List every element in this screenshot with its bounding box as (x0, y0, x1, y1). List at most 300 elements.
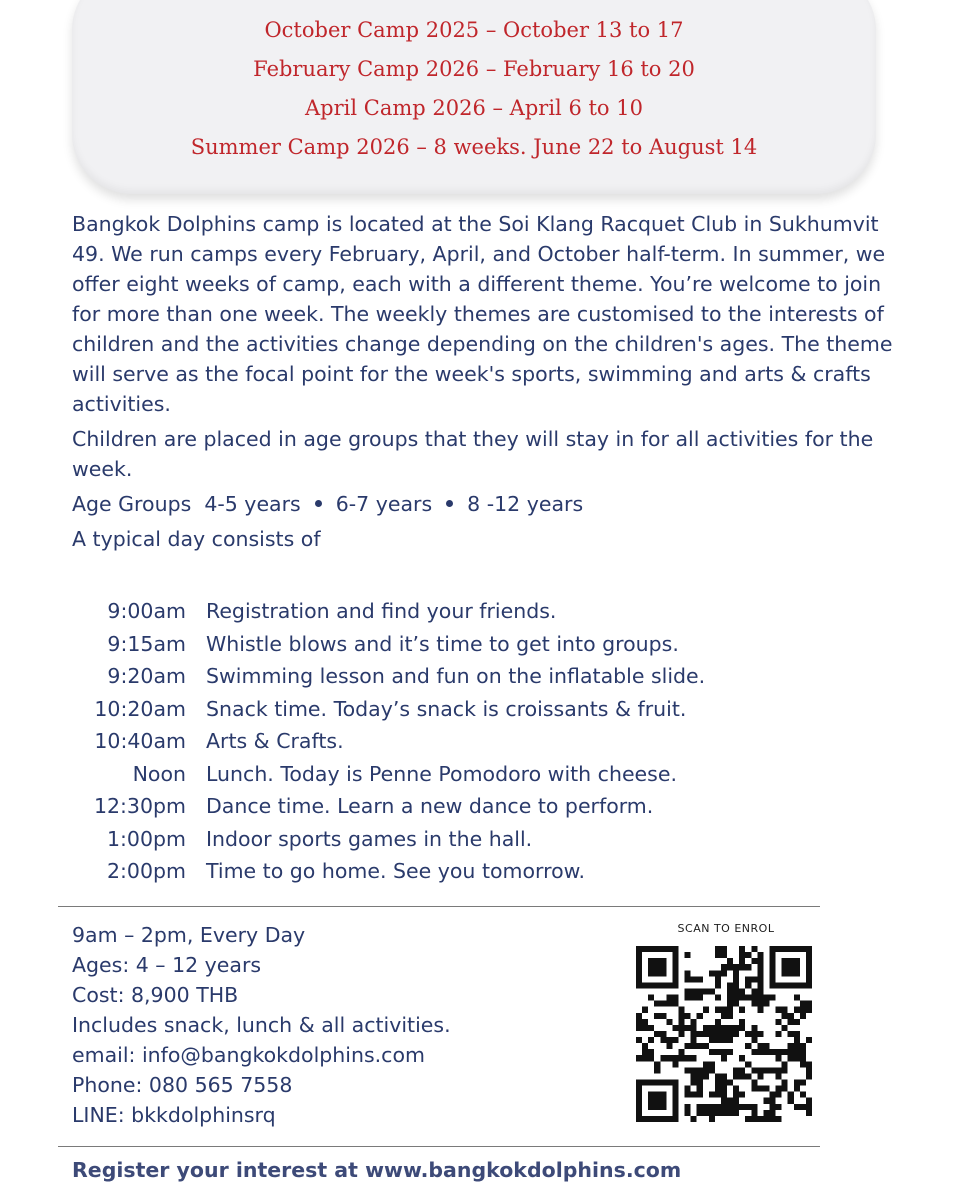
qr-module (745, 976, 751, 982)
schedule-time: 9:15am (107, 631, 186, 656)
qr-module (733, 1086, 739, 1092)
qr-module (648, 1116, 654, 1122)
qr-module (721, 1037, 727, 1043)
typical-day-heading: A typical day consists of (72, 527, 321, 551)
qr-module (800, 1080, 806, 1086)
qr-module (794, 1086, 800, 1092)
schedule-time: 9:20am (107, 664, 186, 688)
qr-module (794, 1037, 800, 1043)
qr-module (788, 1019, 794, 1025)
schedule-activity: Arts & Crafts. (206, 729, 344, 753)
qr-module (636, 1116, 642, 1122)
qr-module (672, 1080, 678, 1086)
schedule-time: 1:00pm (106, 826, 186, 851)
qr-module (757, 1073, 763, 1079)
qr-module (672, 1061, 678, 1067)
qr-module (763, 1067, 769, 1073)
qr-module (660, 1055, 666, 1061)
qr-module (648, 1104, 654, 1110)
qr-module (727, 995, 733, 1001)
age-group-1: 4-5 years (204, 492, 301, 516)
qr-module (806, 1037, 812, 1043)
qr-module (770, 1067, 776, 1073)
qr-module (666, 1116, 672, 1122)
register-link[interactable]: Register your interest at www.bangkokdolphins.com (72, 1158, 682, 1182)
info-includes: Includes snack, lunch & all activities. (72, 1013, 451, 1037)
qr-module (666, 1019, 672, 1025)
enrol-qr-code-icon[interactable] (636, 946, 812, 1122)
qr-module (636, 1104, 642, 1110)
qr-module (691, 976, 697, 982)
qr-module (672, 1116, 678, 1122)
qr-module (703, 1007, 709, 1013)
qr-module (660, 1013, 666, 1019)
qr-module (806, 946, 812, 952)
qr-module (642, 946, 648, 952)
qr-module (636, 976, 642, 982)
qr-module (715, 1073, 721, 1079)
qr-module (733, 1025, 739, 1031)
qr-module (721, 952, 727, 958)
qr-module (654, 958, 660, 964)
qr-module (757, 995, 763, 1001)
qr-module (770, 1098, 776, 1104)
qr-module (770, 1049, 776, 1055)
qr-module (757, 982, 763, 988)
qr-module (721, 970, 727, 976)
qr-module (666, 1001, 672, 1007)
schedule-row (72, 628, 705, 661)
qr-module (721, 1073, 727, 1079)
qr-module (654, 1001, 660, 1007)
qr-module (763, 1116, 769, 1122)
qr-module (721, 1080, 727, 1086)
qr-module (691, 1043, 697, 1049)
camp-date-october: October Camp 2025 – October 13 to 17 (264, 18, 684, 42)
qr-module (636, 964, 642, 970)
qr-module (642, 1055, 648, 1061)
schedule-activity: Indoor sports games in the hall. (206, 826, 533, 851)
schedule-activity: Lunch. Today is Penne Pomodoro with cheese. (206, 761, 677, 786)
qr-module (660, 964, 666, 970)
qr-module (782, 946, 788, 952)
qr-module (672, 946, 678, 952)
qr-module (806, 1001, 812, 1007)
qr-module (709, 1092, 715, 1098)
camp-description (72, 209, 912, 559)
qr-module (739, 946, 745, 952)
qr-module (751, 1116, 757, 1122)
qr-module (654, 964, 660, 970)
schedule-row (72, 758, 705, 791)
qr-module (751, 976, 757, 982)
qr-module (800, 1061, 806, 1067)
qr-module (691, 1092, 697, 1098)
qr-module (721, 1007, 727, 1013)
qr-module (794, 1049, 800, 1055)
qr-module (788, 1049, 794, 1055)
qr-module (642, 1019, 648, 1025)
qr-module (727, 1080, 733, 1086)
qr-module (654, 982, 660, 988)
qr-module (703, 1043, 709, 1049)
qr-module (648, 1025, 654, 1031)
qr-module (733, 976, 739, 982)
qr-module (770, 976, 776, 982)
qr-module (642, 1080, 648, 1086)
qr-module (794, 946, 800, 952)
qr-module (739, 1104, 745, 1110)
qr-module (636, 1098, 642, 1104)
qr-module (672, 1110, 678, 1116)
qr-module (660, 982, 666, 988)
qr-module (776, 1092, 782, 1098)
qr-module (788, 946, 794, 952)
qr-module (642, 982, 648, 988)
qr-module (745, 952, 751, 958)
qr-module (770, 958, 776, 964)
qr-module (751, 1067, 757, 1073)
qr-module (794, 982, 800, 988)
qr-module (715, 1025, 721, 1031)
qr-module (757, 1067, 763, 1073)
qr-module (672, 1092, 678, 1098)
qr-module (739, 995, 745, 1001)
qr-module (703, 1104, 709, 1110)
qr-module (739, 988, 745, 994)
qr-module (660, 1001, 666, 1007)
qr-module (709, 1116, 715, 1122)
qr-module (763, 1049, 769, 1055)
qr-module (721, 946, 727, 952)
qr-module (727, 1001, 733, 1007)
qr-module (715, 1092, 721, 1098)
qr-module (672, 1055, 678, 1061)
qr-module (685, 1092, 691, 1098)
qr-module (727, 1049, 733, 1055)
divider (58, 906, 820, 907)
qr-module (800, 1104, 806, 1110)
qr-module (721, 1110, 727, 1116)
schedule-activity: Whistle blows and it’s time to get into groups. (206, 631, 679, 656)
qr-module (660, 958, 666, 964)
qr-module (733, 970, 739, 976)
qr-module (800, 1049, 806, 1055)
qr-module (794, 1007, 800, 1013)
qr-module (739, 1019, 745, 1025)
qr-module (691, 1067, 697, 1073)
qr-module (806, 952, 812, 958)
qr-module (733, 1092, 739, 1098)
qr-module (703, 1061, 709, 1067)
qr-module (788, 958, 794, 964)
qr-module (648, 958, 654, 964)
qr-module (697, 1080, 703, 1086)
qr-module (806, 1067, 812, 1073)
qr-module (757, 952, 763, 958)
qr-module (739, 958, 745, 964)
qr-module (739, 964, 745, 970)
age-group-3: 8 -12 years (467, 492, 584, 516)
schedule-row (72, 725, 705, 758)
qr-module (776, 946, 782, 952)
qr-module (757, 1043, 763, 1049)
qr-module (648, 1080, 654, 1086)
info-cost: Cost: 8,900 THB (72, 983, 239, 1007)
qr-module (806, 1110, 812, 1116)
qr-module (709, 1037, 715, 1043)
qr-module (776, 982, 782, 988)
qr-module (751, 1031, 757, 1037)
qr-module (709, 988, 715, 994)
qr-module (782, 982, 788, 988)
qr-module (678, 1025, 684, 1031)
qr-module (782, 1013, 788, 1019)
qr-module (745, 1073, 751, 1079)
qr-module (757, 976, 763, 982)
qr-module (770, 982, 776, 988)
qr-module (782, 1049, 788, 1055)
qr-module (636, 1013, 642, 1019)
qr-module (666, 982, 672, 988)
qr-module (745, 964, 751, 970)
qr-module (757, 958, 763, 964)
qr-module (642, 1043, 648, 1049)
qr-module (672, 1104, 678, 1110)
qr-module (739, 1007, 745, 1013)
qr-module (757, 1049, 763, 1055)
schedule-row (72, 595, 705, 628)
qr-module (672, 976, 678, 982)
qr-module (745, 1116, 751, 1122)
qr-module (727, 1013, 733, 1019)
qr-module (721, 1025, 727, 1031)
qr-module (794, 1043, 800, 1049)
qr-module (751, 988, 757, 994)
camp-date-february: February Camp 2026 – February 16 to 20 (253, 57, 695, 81)
qr-module (733, 1001, 739, 1007)
qr-module (672, 964, 678, 970)
qr-module (697, 1013, 703, 1019)
qr-module (697, 988, 703, 994)
qr-module (745, 1104, 751, 1110)
qr-module (685, 1086, 691, 1092)
qr-module (654, 1061, 660, 1067)
qr-module (691, 1019, 697, 1025)
info-email[interactable]: email: info@bangkokdolphins.com (72, 1043, 425, 1067)
qr-module (770, 952, 776, 958)
schedule-row (72, 855, 705, 888)
qr-module (709, 1031, 715, 1037)
qr-module (715, 976, 721, 982)
qr-module (648, 1092, 654, 1098)
qr-module (763, 1001, 769, 1007)
qr-module (788, 1013, 794, 1019)
qr-module (800, 1055, 806, 1061)
schedule-row (72, 660, 705, 693)
qr-module (794, 1080, 800, 1086)
qr-module (776, 1049, 782, 1055)
qr-module (763, 1098, 769, 1104)
qr-module (642, 1025, 648, 1031)
qr-module (709, 1110, 715, 1116)
qr-module (776, 1067, 782, 1073)
qr-module (739, 1055, 745, 1061)
qr-module (776, 1086, 782, 1092)
age-groups-label: Age Groups (72, 492, 192, 516)
qr-module (685, 1104, 691, 1110)
qr-module (727, 1031, 733, 1037)
qr-module (745, 1061, 751, 1067)
qr-module (715, 1049, 721, 1055)
qr-module (678, 1031, 684, 1037)
qr-module (806, 1098, 812, 1104)
qr-module (751, 1001, 757, 1007)
qr-module (654, 1067, 660, 1073)
qr-module (727, 1098, 733, 1104)
qr-module (794, 1019, 800, 1025)
qr-module (715, 952, 721, 958)
qr-module (715, 1007, 721, 1013)
qr-module (776, 1073, 782, 1079)
schedule-row (72, 693, 705, 726)
qr-module (782, 1025, 788, 1031)
qr-module (636, 1110, 642, 1116)
qr-module (739, 1025, 745, 1031)
qr-module (685, 1025, 691, 1031)
qr-module (751, 1086, 757, 1092)
qr-module (788, 1031, 794, 1037)
qr-module (782, 958, 788, 964)
qr-module (727, 958, 733, 964)
qr-module (715, 995, 721, 1001)
qr-module (782, 1086, 788, 1092)
schedule-time: 10:20am (94, 696, 186, 721)
qr-module (794, 995, 800, 1001)
qr-module (770, 1110, 776, 1116)
camp-dates-list (72, 14, 876, 170)
qr-module (715, 1037, 721, 1043)
qr-module (697, 1067, 703, 1073)
qr-module (666, 1037, 672, 1043)
qr-module (806, 1007, 812, 1013)
qr-module (660, 1116, 666, 1122)
qr-module (685, 988, 691, 994)
qr-module (715, 982, 721, 988)
qr-module (806, 958, 812, 964)
qr-module (751, 1110, 757, 1116)
qr-module (806, 976, 812, 982)
qr-module (757, 1001, 763, 1007)
qr-module (703, 1067, 709, 1073)
qr-module (721, 1098, 727, 1104)
qr-module (782, 964, 788, 970)
camp-date-summer: Summer Camp 2026 – 8 weeks. June 22 to August 14 (190, 135, 758, 159)
qr-module (648, 1037, 654, 1043)
qr-module (697, 976, 703, 982)
qr-module (672, 1001, 678, 1007)
qr-module (800, 1001, 806, 1007)
qr-module (788, 964, 794, 970)
qr-module (763, 1086, 769, 1092)
qr-module (733, 1031, 739, 1037)
info-ages: Ages: 4 – 12 years (72, 953, 262, 977)
qr-module (715, 1110, 721, 1116)
qr-module (691, 1025, 697, 1031)
camp-date-april: April Camp 2026 – April 6 to 10 (305, 96, 643, 120)
qr-module (788, 1098, 794, 1104)
qr-module (745, 982, 751, 988)
qr-module (727, 964, 733, 970)
qr-module (654, 970, 660, 976)
qr-module (715, 1086, 721, 1092)
qr-module (697, 1086, 703, 1092)
qr-module (794, 1055, 800, 1061)
qr-module (678, 1055, 684, 1061)
schedule-time: Noon (132, 761, 186, 786)
qr-module (757, 970, 763, 976)
qr-module (666, 1043, 672, 1049)
qr-module (776, 1104, 782, 1110)
qr-module (751, 1104, 757, 1110)
qr-module (745, 1043, 751, 1049)
age-groups-line (72, 489, 912, 519)
qr-module (648, 995, 654, 1001)
qr-module (672, 1098, 678, 1104)
qr-module (776, 1019, 782, 1025)
qr-module (678, 1019, 684, 1025)
qr-module (727, 1104, 733, 1110)
schedule-activity: Time to go home. See you tomorrow. (206, 859, 586, 883)
qr-module (727, 1025, 733, 1031)
qr-module (678, 1013, 684, 1019)
qr-module (654, 1104, 660, 1110)
qr-module (648, 964, 654, 970)
qr-module (660, 946, 666, 952)
qr-module (757, 1116, 763, 1122)
qr-module (685, 1055, 691, 1061)
qr-module (666, 995, 672, 1001)
info-phone[interactable]: Phone: 080 565 7558 (72, 1073, 293, 1097)
qr-module (739, 1092, 745, 1098)
qr-module (642, 1049, 648, 1055)
qr-module (703, 1031, 709, 1037)
qr-module (782, 1067, 788, 1073)
daily-schedule (72, 595, 705, 888)
qr-module (672, 958, 678, 964)
qr-module (776, 1055, 782, 1061)
qr-module (654, 1092, 660, 1098)
age-group-2: 6-7 years (335, 492, 433, 516)
qr-module (770, 970, 776, 976)
qr-module (654, 1013, 660, 1019)
qr-module (709, 1025, 715, 1031)
qr-module (763, 1110, 769, 1116)
qr-module (733, 964, 739, 970)
qr-module (691, 1055, 697, 1061)
qr-module (685, 1043, 691, 1049)
qr-module (727, 1007, 733, 1013)
schedule-activity: Dance time. Learn a new dance to perform. (206, 794, 654, 818)
qr-module (678, 1049, 684, 1055)
qr-module (666, 1080, 672, 1086)
qr-module (709, 970, 715, 976)
qr-module (733, 988, 739, 994)
qr-module (660, 1098, 666, 1104)
qr-module (703, 1025, 709, 1031)
qr-module (763, 1043, 769, 1049)
qr-module (770, 995, 776, 1001)
